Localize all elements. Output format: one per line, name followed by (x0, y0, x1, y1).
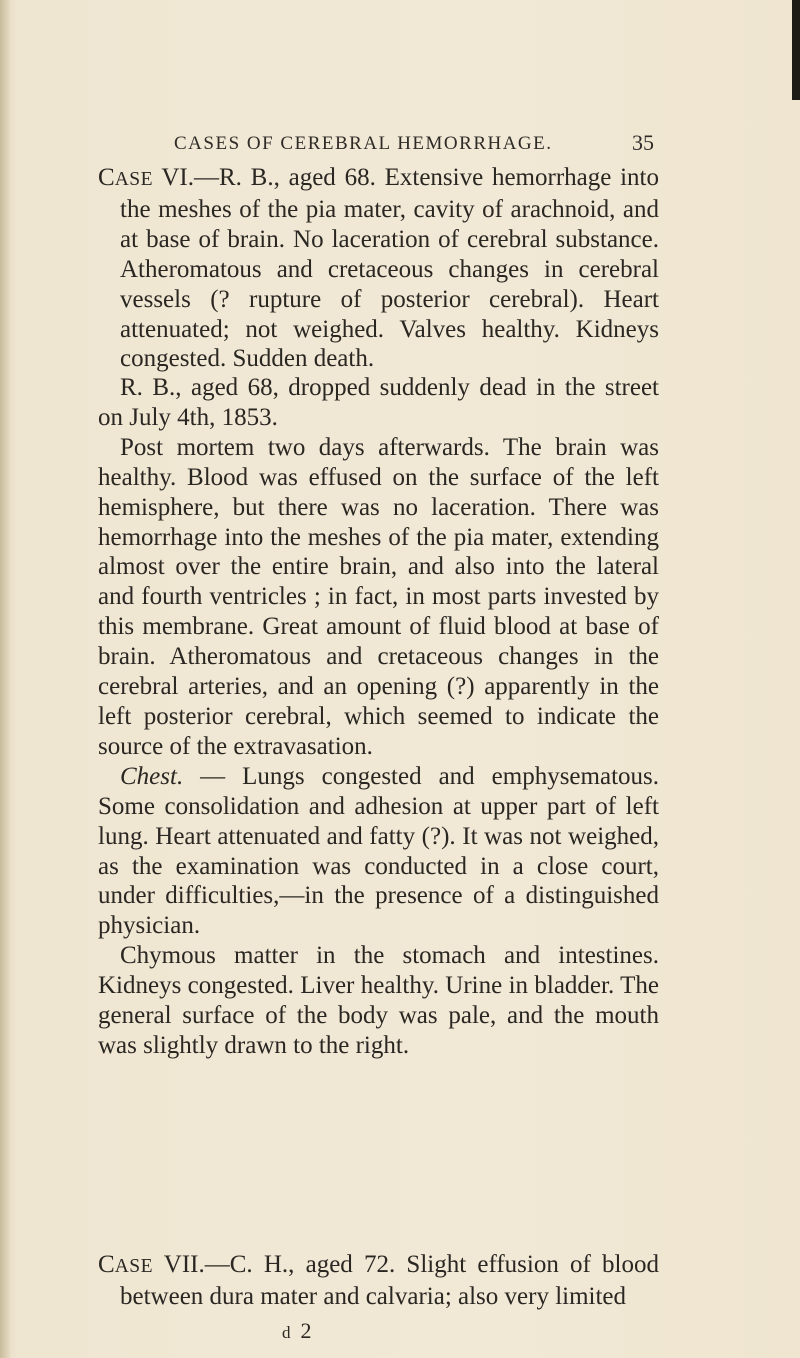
case-seven-label: CASE VII. (98, 1251, 205, 1278)
case-six-summary-text: —R. B., aged 68. Extensive hemorrhage into the meshes of the pia mater, cavity of arachnoid, and at base of brain. No laceration of cerebral substance. Atheromatous and cretaceous changes in cerebral vessels (? rupture of posterior cerebral). Heart attenuated; not weighed. Valves healthy. Kidneys congested. Sudden death. (120, 164, 659, 373)
case-six-summary (98, 163, 659, 374)
page-binding-edge (0, 0, 10, 1358)
signature-number: 2 (300, 1318, 316, 1343)
case-six-label: CASE VI. (98, 164, 194, 191)
case-six-block (98, 163, 659, 374)
page-corner-shadow (792, 0, 800, 100)
case-seven-block (98, 1250, 659, 1312)
case-six-report (98, 373, 659, 1061)
case-seven-summary (98, 1250, 659, 1312)
chest-text: — Lungs congested and emphysematous. Some consolidation and adhesion at upper part of left lung. Heart attenuated and fatty (?). It was not weighed, as the examination was conducted in a close court, under difficulties,—in the presence of a distinguished physician. (98, 762, 659, 940)
case-six-abdomen: Chymous matter in the stomach and intestines. Kidneys congested. Liver healthy. Urine in bladder. The general surface of the body was pale, and the mouth was slightly drawn to the right. (98, 942, 659, 1059)
case-six-postmortem: Post mortem two days afterwards. The brain was healthy. Blood was effused on the surface of the left hemisphere, but there was no laceration. There was hemorrhage into the meshes of the pia mater, extending almost over the entire brain, and also into the lateral and fourth ventricles ; in fact, in most parts invested by this membrane. Great amount of fluid blood at base of brain. Atheromatous and cretaceous changes in the cerebral arteries, and an opening (?) apparently in the left posterior cerebral, which seemed to indicate the source of the extravasation. (98, 433, 659, 760)
signature-mark (282, 1318, 316, 1344)
case-seven-summary-text: —C. H., aged 72. Slight effusion of blood between dura mater and calvaria; also very limited (120, 1251, 659, 1310)
running-head (174, 130, 654, 156)
case-six-history: R. B., aged 68, dropped suddenly dead in the street on July 4th, 1853. (98, 374, 659, 431)
running-title: CASES OF CEREBRAL HEMORRHAGE. (174, 133, 553, 154)
page-number: 35 (632, 130, 654, 155)
case-six-chest (98, 762, 659, 941)
signature-letter: d (282, 1323, 291, 1342)
chest-label: Chest. (120, 762, 184, 790)
